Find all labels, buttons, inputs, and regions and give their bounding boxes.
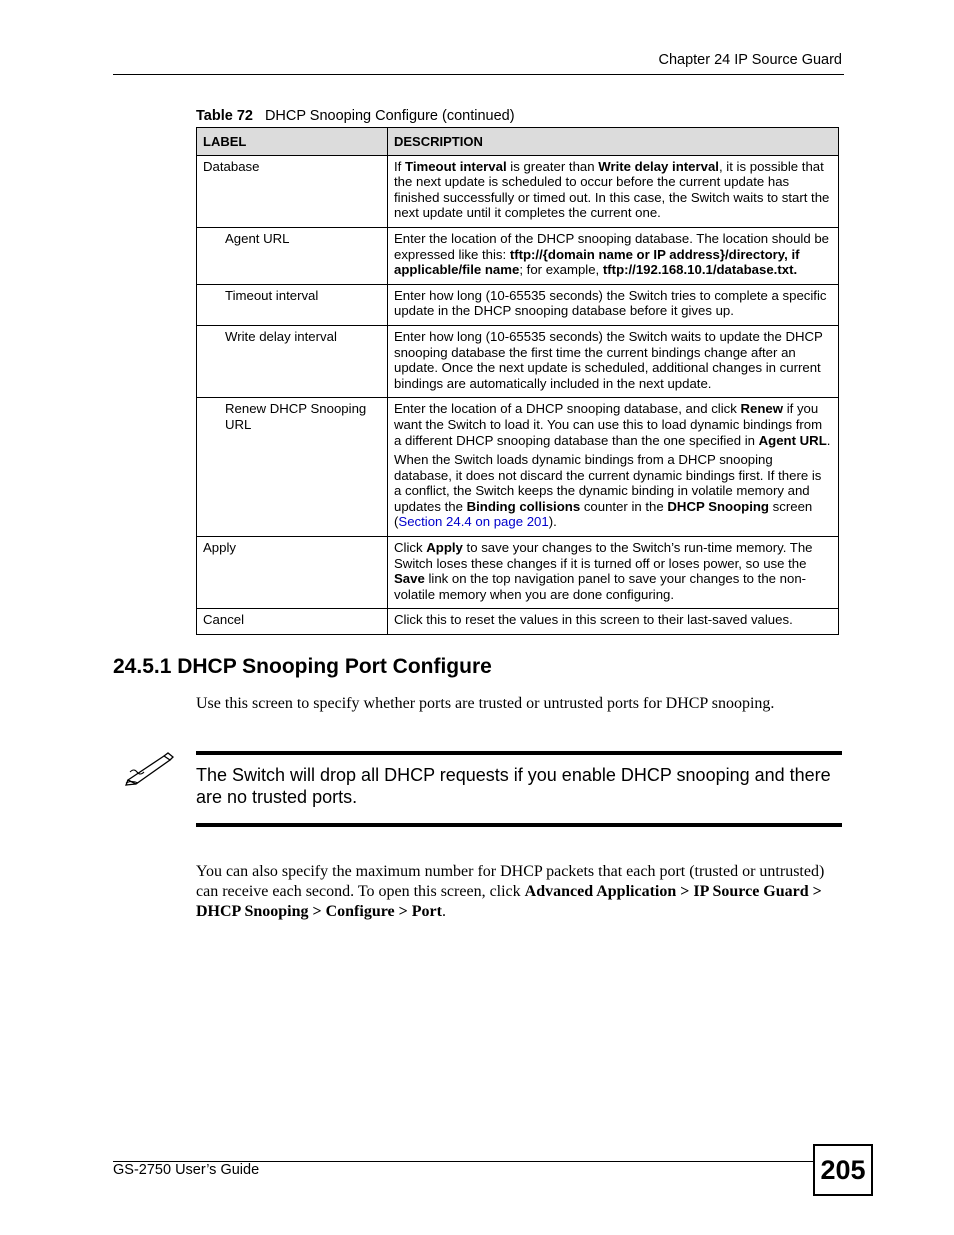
description-column-header: DESCRIPTION <box>388 128 839 156</box>
table-row <box>197 398 839 537</box>
text-run: If <box>394 158 405 174</box>
text-run: When the Switch loads dynamic bindings from a DHCP snooping database, it does not discard the current dynamic bindings first. If there is a conflict, the Switch keeps the dynamic binding in volatile memory and updates the <box>394 452 822 514</box>
description-paragraph <box>394 540 832 602</box>
section-intro: Use this screen to specify whether ports are trusted or untrusted ports for DHCP snooping. <box>196 695 775 712</box>
bold-text: Advanced Application > IP Source Guard > DHCP Snooping > Configure > Port <box>196 883 822 920</box>
note-bottom-rule <box>196 823 842 827</box>
note-text: The Switch will drop all DHCP requests if you enable DHCP snooping and there are no trusted ports. <box>196 765 831 807</box>
table-row <box>197 609 839 635</box>
navigation-paragraph <box>196 862 836 922</box>
description-paragraph <box>394 159 832 221</box>
text-run: link on the top navigation panel to save your changes to the non-volatile memory when you are done configuring. <box>394 571 807 602</box>
text-run: Enter how long (10-65535 seconds) the Switch tries to complete a specific update in the DHCP snooping database before it gives up. <box>394 287 827 319</box>
description-paragraph <box>394 401 832 448</box>
table-caption <box>196 108 515 124</box>
text-run: is greater than <box>506 158 599 174</box>
text-run: if you want the Switch to load it. You can use this to load dynamic bindings from a different DHCP snooping database than the one specified in <box>394 401 823 448</box>
row-label: Renew DHCP Snooping URL <box>197 398 388 537</box>
bold-text: Binding collisions <box>466 498 581 514</box>
text-run: Enter the location of a DHCP snooping database, and click <box>394 401 741 417</box>
text-run: , it is possible that the next update is scheduled to occur before the current update has finished successfully or timed out. In this case, the Switch waits to start the next update until it completes the current one. <box>394 158 830 221</box>
text-run: You can also specify the maximum number for DHCP packets that each port (trusted or untrusted) can receive each second. To open this screen, click <box>196 863 825 900</box>
footer-guide-title: GS-2750 User’s Guide <box>113 1162 260 1178</box>
description-paragraph <box>394 452 832 530</box>
bold-text: Timeout interval <box>405 158 507 174</box>
row-description <box>388 325 839 397</box>
bold-text: Agent URL <box>758 432 827 448</box>
label-column-header: LABEL <box>197 128 388 156</box>
text-run: ). <box>548 514 557 530</box>
table-row <box>197 325 839 397</box>
row-description <box>388 284 839 325</box>
row-description <box>388 398 839 537</box>
row-label: Agent URL <box>197 227 388 284</box>
table-row <box>197 284 839 325</box>
bold-text: Renew <box>740 401 784 417</box>
section-heading: 24.5.1 DHCP Snooping Port Configure <box>113 655 492 678</box>
table-row <box>197 227 839 284</box>
text-run: to save your changes to the Switch’s run-time memory. The Switch loses these changes if it is turned off or loses power, so use the <box>394 540 813 571</box>
text-run: Enter the location of the DHCP snooping database. The location should be expressed like this: <box>394 230 829 262</box>
text-run: ; for example, <box>519 262 603 278</box>
description-paragraph <box>394 612 832 628</box>
dhcp-snooping-table <box>196 127 839 635</box>
pen-note-icon <box>124 750 174 786</box>
bold-text: tftp://{domain name or IP address}/directory, if applicable/file name <box>394 246 800 278</box>
table-caption-text: DHCP Snooping Configure (continued) <box>264 108 515 124</box>
row-description <box>388 227 839 284</box>
bold-text: tftp://192.168.10.1/database.txt. <box>602 262 798 278</box>
bold-text: Apply <box>426 540 463 556</box>
table-body <box>197 155 839 634</box>
description-paragraph <box>394 231 832 278</box>
text-run: Click this to reset the values in this screen to their last-saved values. <box>394 612 793 628</box>
text-run: counter in the <box>580 498 668 514</box>
row-description <box>388 609 839 635</box>
description-paragraph <box>394 329 832 391</box>
row-description <box>388 155 839 227</box>
text-run: Enter how long (10-65535 seconds) the Switch waits to update the DHCP snooping database the first time the current bindings change after an update. Once the next update is scheduled, additional changes in current bindings are automatically included in the next update. <box>394 328 823 391</box>
row-label: Apply <box>197 537 388 609</box>
row-label: Timeout interval <box>197 284 388 325</box>
row-label: Database <box>197 155 388 227</box>
table-row <box>197 537 839 609</box>
bold-text: Save <box>394 571 425 587</box>
row-description <box>388 537 839 609</box>
bold-text: DHCP Snooping <box>667 498 769 514</box>
table-header-row <box>197 128 839 156</box>
text-run: screen ( <box>394 498 813 530</box>
note-top-rule <box>196 751 842 755</box>
table-caption-number: Table 72 <box>196 108 253 124</box>
header-divider <box>113 74 844 75</box>
bold-text: Write delay interval <box>598 158 719 174</box>
chapter-header: Chapter 24 IP Source Guard <box>658 52 842 68</box>
cross-reference-link[interactable]: Section 24.4 on page 201 <box>398 514 549 530</box>
table-row <box>197 155 839 227</box>
text-run: Click <box>394 540 427 556</box>
row-label: Write delay interval <box>197 325 388 397</box>
description-paragraph <box>394 288 832 319</box>
text-run: . <box>826 432 831 448</box>
text-run: . <box>441 903 446 920</box>
page-number: 205 <box>813 1144 873 1196</box>
row-label: Cancel <box>197 609 388 635</box>
